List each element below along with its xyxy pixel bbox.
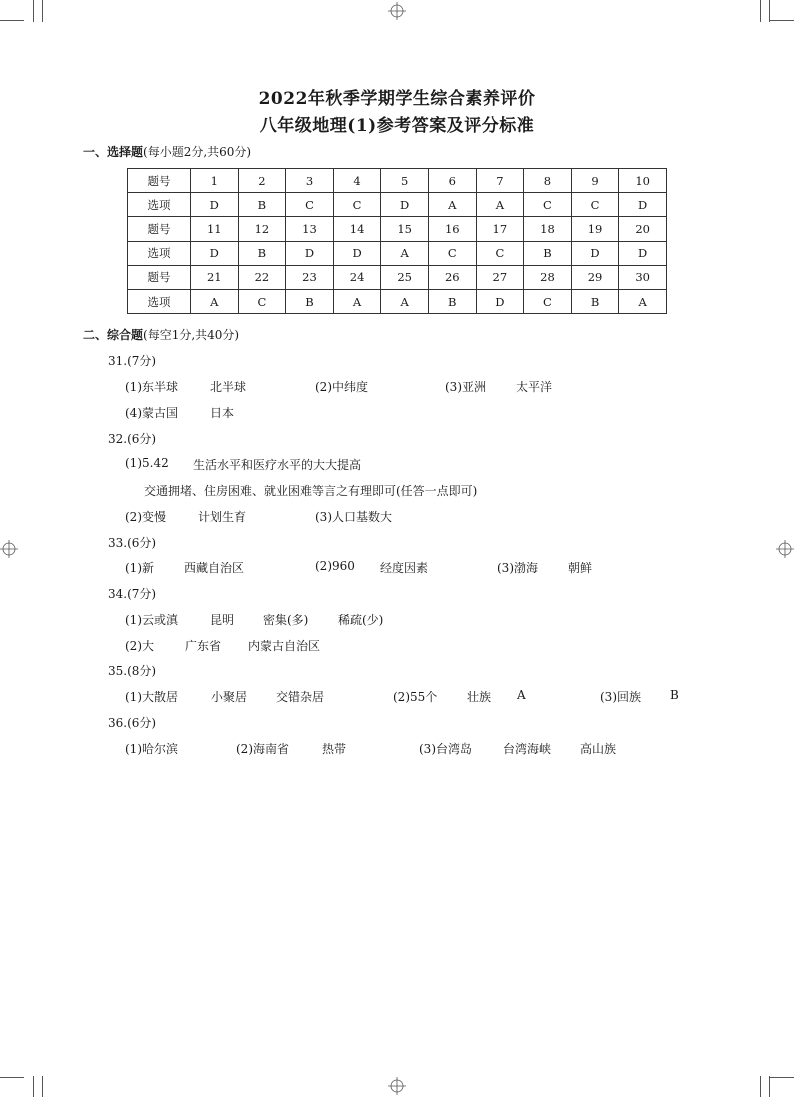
answer-item: 稀疏(少) bbox=[338, 613, 384, 627]
table-cell: 29 bbox=[571, 265, 619, 289]
table-cell: 13 bbox=[286, 217, 334, 241]
answer-item: 朝鲜 bbox=[568, 561, 593, 575]
table-cell: 15 bbox=[381, 217, 429, 241]
answer-item: (1)云或滇 bbox=[125, 613, 178, 627]
answer-item: (1)大散居 bbox=[125, 690, 178, 704]
table-cell: D bbox=[191, 193, 239, 217]
answer-item: 密集(多) bbox=[263, 613, 309, 627]
table-cell: A bbox=[381, 289, 429, 313]
registration-mark-icon bbox=[388, 1077, 406, 1095]
table-cell: D bbox=[476, 289, 524, 313]
table-row bbox=[128, 217, 667, 241]
section-heading bbox=[83, 326, 239, 343]
table-cell: 27 bbox=[476, 265, 524, 289]
answer-item: 计划生育 bbox=[198, 510, 247, 524]
table-row-label: 选项 bbox=[128, 193, 191, 217]
table-row-label: 选项 bbox=[128, 241, 191, 265]
table-cell: 22 bbox=[238, 265, 286, 289]
answer-item: 交错杂居 bbox=[276, 690, 325, 704]
answer-item: 生活水平和医疗水平的大大提高 bbox=[193, 458, 362, 472]
answer-item: (1)新 bbox=[125, 561, 154, 575]
table-cell: C bbox=[428, 241, 476, 265]
table-cell: B bbox=[524, 241, 572, 265]
table-cell: A bbox=[428, 193, 476, 217]
table-cell: 12 bbox=[238, 217, 286, 241]
answer-item: (2)960 bbox=[315, 559, 355, 573]
table-cell: A bbox=[381, 241, 429, 265]
answer-item: 日本 bbox=[210, 406, 235, 420]
page-title: 2022年秋季学期学生综合素养评价 bbox=[258, 89, 536, 109]
table-cell: 21 bbox=[191, 265, 239, 289]
answer-item: 热带 bbox=[322, 742, 347, 756]
answer-item: (2)中纬度 bbox=[315, 380, 368, 394]
table-cell: 19 bbox=[571, 217, 619, 241]
section-heading-note: (每小题2分,共60分) bbox=[143, 145, 252, 159]
table-cell: 14 bbox=[333, 217, 381, 241]
table-cell: 5 bbox=[381, 169, 429, 193]
table-cell: D bbox=[619, 193, 667, 217]
answer-table bbox=[127, 168, 667, 314]
table-cell: B bbox=[428, 289, 476, 313]
answer-item: 昆明 bbox=[210, 613, 235, 627]
answer-line bbox=[144, 482, 477, 499]
question-heading: 31.(7分) bbox=[108, 354, 157, 368]
table-cell: B bbox=[286, 289, 334, 313]
table-cell: B bbox=[238, 241, 286, 265]
answer-item: 广东省 bbox=[185, 639, 222, 653]
table-row bbox=[128, 241, 667, 265]
table-cell: 9 bbox=[571, 169, 619, 193]
answer-item: 西藏自治区 bbox=[184, 561, 245, 575]
crop-mark bbox=[769, 0, 770, 22]
question-heading: 33.(6分) bbox=[108, 536, 157, 550]
table-cell: D bbox=[191, 241, 239, 265]
table-cell: B bbox=[238, 193, 286, 217]
crop-mark bbox=[760, 1076, 761, 1097]
answer-item: (2)变慢 bbox=[125, 510, 166, 524]
table-cell: A bbox=[476, 193, 524, 217]
question-heading: 34.(7分) bbox=[108, 587, 157, 601]
table-cell: A bbox=[619, 289, 667, 313]
table-cell: 3 bbox=[286, 169, 334, 193]
crop-mark bbox=[0, 20, 24, 21]
registration-mark-icon bbox=[388, 2, 406, 20]
table-cell: D bbox=[571, 241, 619, 265]
section-heading-note: (每空1分,共40分) bbox=[143, 328, 240, 342]
crop-mark bbox=[760, 0, 761, 22]
table-cell: C bbox=[524, 289, 572, 313]
table-cell: D bbox=[619, 241, 667, 265]
table-cell: A bbox=[333, 289, 381, 313]
table-row bbox=[128, 289, 667, 313]
answer-item: 北半球 bbox=[210, 380, 247, 394]
table-row-label: 题号 bbox=[128, 265, 191, 289]
answer-item: (1)5.42 bbox=[125, 456, 169, 470]
answer-item: (3)回族 bbox=[600, 690, 641, 704]
question-heading: 32.(6分) bbox=[108, 432, 157, 446]
answer-item: (2)海南省 bbox=[236, 742, 289, 756]
table-cell: C bbox=[476, 241, 524, 265]
table-cell: 25 bbox=[381, 265, 429, 289]
crop-mark bbox=[33, 1076, 34, 1097]
table-cell: A bbox=[191, 289, 239, 313]
table-cell: 24 bbox=[333, 265, 381, 289]
registration-mark-icon bbox=[0, 540, 18, 558]
crop-mark bbox=[33, 0, 34, 22]
table-cell: 11 bbox=[191, 217, 239, 241]
table-cell: 20 bbox=[619, 217, 667, 241]
answer-item: 交通拥堵、住房困难、就业困难等言之有理即可(任答一点即可) bbox=[144, 484, 478, 498]
table-cell: 6 bbox=[428, 169, 476, 193]
crop-mark bbox=[0, 1077, 24, 1078]
table-row bbox=[128, 265, 667, 289]
table-row bbox=[128, 193, 667, 217]
answer-item: (4)蒙古国 bbox=[125, 406, 178, 420]
answer-item: 高山族 bbox=[580, 742, 617, 756]
question-heading: 35.(8分) bbox=[108, 664, 157, 678]
crop-mark bbox=[770, 20, 794, 21]
answer-item: 内蒙古自治区 bbox=[248, 639, 321, 653]
table-cell: C bbox=[286, 193, 334, 217]
table-row-label: 选项 bbox=[128, 289, 191, 313]
answer-item: 小聚居 bbox=[211, 690, 248, 704]
table-cell: 17 bbox=[476, 217, 524, 241]
table-cell: 30 bbox=[619, 265, 667, 289]
answer-item: 太平洋 bbox=[516, 380, 553, 394]
answer-item: (2)55个 bbox=[393, 690, 438, 704]
table-cell: 18 bbox=[524, 217, 572, 241]
answer-item: (3)亚洲 bbox=[445, 380, 486, 394]
table-cell: C bbox=[524, 193, 572, 217]
table-cell: 2 bbox=[238, 169, 286, 193]
section-heading bbox=[83, 143, 251, 160]
table-cell: D bbox=[381, 193, 429, 217]
answer-item: B bbox=[670, 688, 679, 702]
table-cell: 1 bbox=[191, 169, 239, 193]
crop-mark bbox=[770, 1077, 794, 1078]
answer-item: (3)人口基数大 bbox=[315, 510, 392, 524]
table-cell: 4 bbox=[333, 169, 381, 193]
answer-item: (3)渤海 bbox=[497, 561, 538, 575]
section-heading-label: 一、选择题 bbox=[83, 145, 144, 159]
registration-mark-icon bbox=[776, 540, 794, 558]
table-row-label: 题号 bbox=[128, 169, 191, 193]
table-cell: 28 bbox=[524, 265, 572, 289]
answer-item: 台湾海峡 bbox=[503, 742, 552, 756]
answer-item: (3)台湾岛 bbox=[419, 742, 472, 756]
table-cell: C bbox=[333, 193, 381, 217]
answer-item: 壮族 bbox=[467, 690, 492, 704]
table-cell: 8 bbox=[524, 169, 572, 193]
table-cell: C bbox=[238, 289, 286, 313]
table-cell: 26 bbox=[428, 265, 476, 289]
question-heading: 36.(6分) bbox=[108, 716, 157, 730]
table-cell: 16 bbox=[428, 217, 476, 241]
table-cell: C bbox=[571, 193, 619, 217]
answer-item: (1)东半球 bbox=[125, 380, 178, 394]
crop-mark bbox=[769, 1076, 770, 1097]
page-subtitle: 八年级地理(1)参考答案及评分标准 bbox=[259, 116, 535, 136]
answer-item: 经度因素 bbox=[380, 561, 429, 575]
table-cell: 23 bbox=[286, 265, 334, 289]
crop-mark bbox=[42, 1076, 43, 1097]
table-cell: D bbox=[333, 241, 381, 265]
table-row-label: 题号 bbox=[128, 217, 191, 241]
crop-mark bbox=[42, 0, 43, 22]
table-row bbox=[128, 169, 667, 193]
table-cell: B bbox=[571, 289, 619, 313]
section-heading-label: 二、综合题 bbox=[83, 328, 144, 342]
table-cell: 7 bbox=[476, 169, 524, 193]
answer-item: (1)哈尔滨 bbox=[125, 742, 178, 756]
answer-item: A bbox=[517, 688, 526, 702]
answer-item: (2)大 bbox=[125, 639, 154, 653]
table-cell: D bbox=[286, 241, 334, 265]
table-cell: 10 bbox=[619, 169, 667, 193]
